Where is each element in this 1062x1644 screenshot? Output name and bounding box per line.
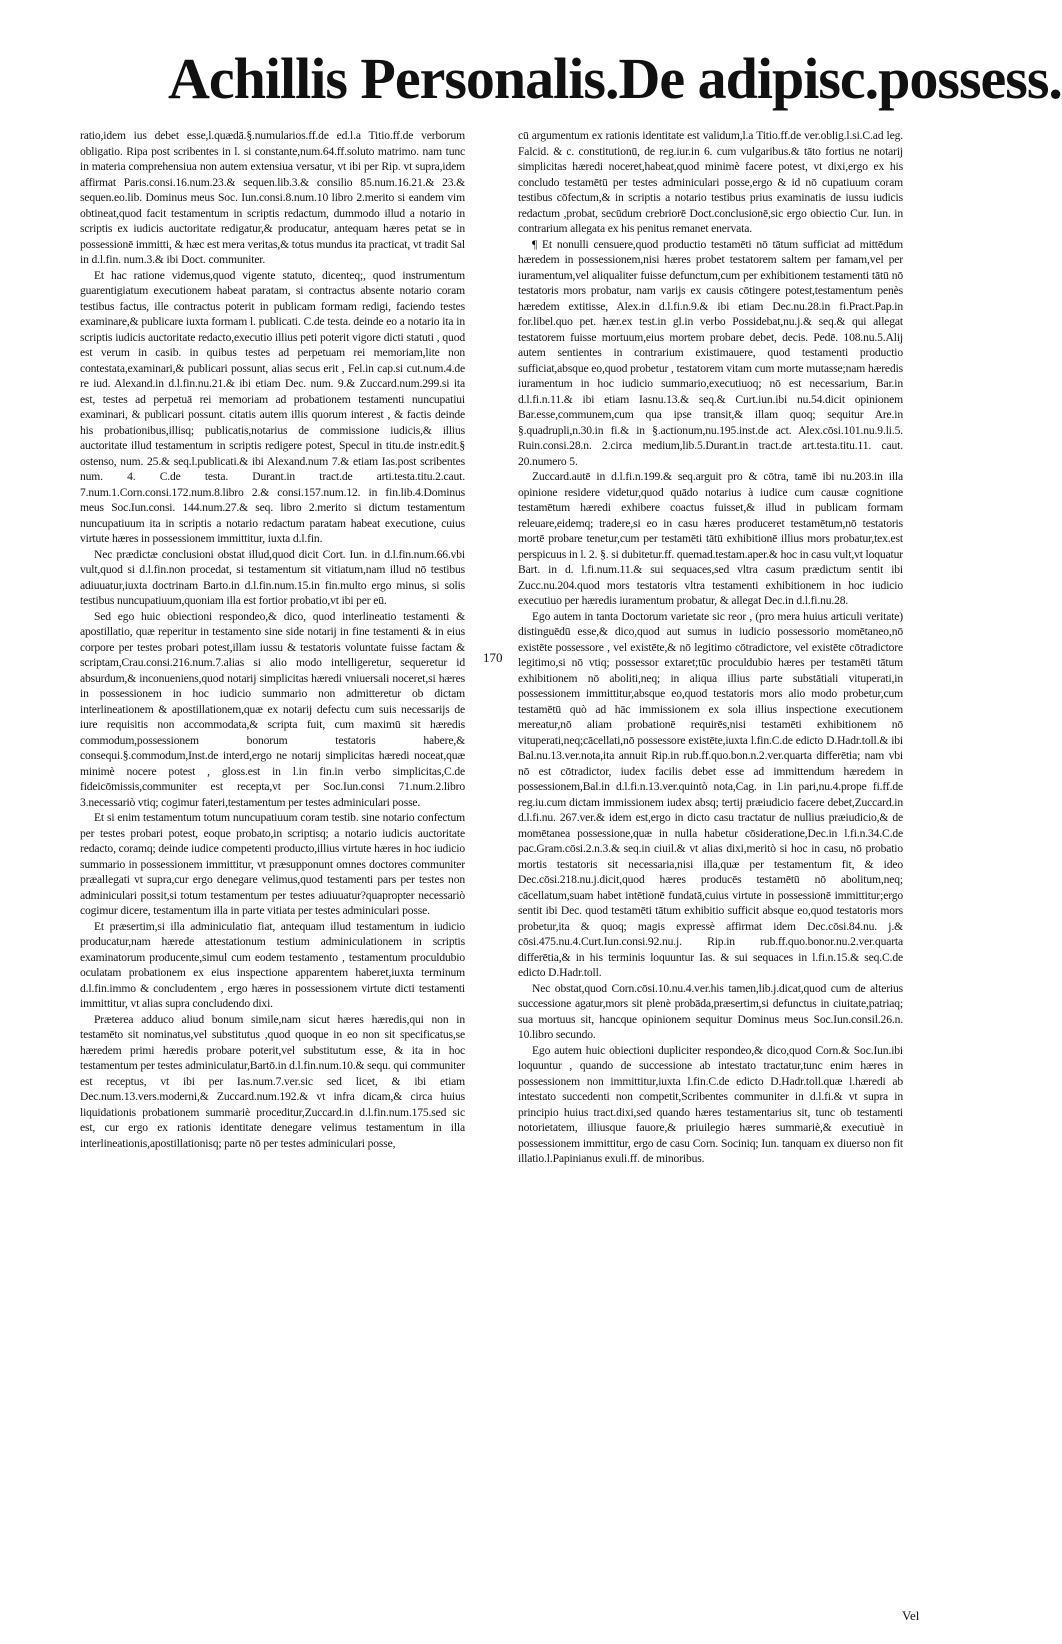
marginal-section-number: 170 <box>483 650 503 665</box>
right-column <box>518 128 903 1608</box>
right-paragraph-6: Ego autem huic obiectioni dupliciter respondeo,& dico,quod Corn.& Soc.Iun.ibi loquuntur , quando de successione ab intestato tractatur,tunc enim hæres in possessionem non immittitur,iuxta l.fin.C.de edicto D.Hadr.toll.quæ l.hæredi ab intestato succedenti non competit,Scribentes communiter in d.l.fi.& vt supra in principio huius tract.dixi,sed quando hæres testamentarius sit, tunc ob testamenti notorietatem, illiusque fauore,& priuilegio hæres summariè,& executiuè in possessionem immittitur, ergo de casu Corn. Sociniq; Iun. tanquam ex diuerso non fit illatio.l.Papinianus exuli.ff. de minoribus. <box>518 1043 903 1165</box>
running-title: Achillis Personalis.De adipisc.possess. <box>168 46 1062 111</box>
left-paragraph-7: Præterea adduco aliud bonum simile,nam sicut hæres hæredis,qui non in testamēto sit nominatus,vel substitutus ,quod quoque in eo non sit specificatus,se hæredem primi hæredis probare poterit,vel substitutum esse, & ita in hoc testamentum per testes adminiculatur,Bartō.in d.l.fin.num.10.& sequ. qui communiter est receptus, vt ibi per Ias.num.7.ver.sic sed licet, & ibi etiam Dec.num.13.vers.moderni,& Zuccard.num.192.& vt infra dicam,& circa huius liquidationis probationem summariè proceditur,Zuccard.in d.l.fin.num.175.sed sic est, cur ergo ex rationis identitate denegare velimus testamentum in illa interlineationis,apostillationisq; parte nō per testes adminiculari posse, <box>80 1012 465 1150</box>
left-paragraph-5: Et si enim testamentum totum nuncupatiuum coram testib. sine notario confectum per testes probari potest, eoque probato,in scriptisq; a notario iudicis auctoritate redacto, coramq; deinde iudice competenti producto,illius virtute hæres in hoc iudicio summario in possessionem immittitur, vt præsupponunt omnes doctores communiter præallegati vt supra,cur ergo denegare velimus,quod testamenti pars per testes non adminiculari possit,si totum testamentum per testes adiuuatur?quapropter necessariò cogimur dicere, testamentum illa in parte vitiata per testes adminiculari posse. <box>80 811 465 917</box>
right-paragraph-2: ¶ Et nonulli censuere,quod productio testamēti nō tātum sufficiat ad mittēdum hæredem in possessionem,nisi hæres probet testatorem saltem per famam,vel per iuramentum,vel aliqualiter fuisse defunctum,cum per exhibitionem testamenti tātū nō testatoris mors probatur, nam varijs ex causis cōtingere potest,testamentum penès hæredem extitisse, Alex.in d.l.fi.n.9.& ibi etiam Dec.nu.28.in fi.Pract.Pap.in for.libel.quo pet. hær.ex test.in gl.in verbo Possidebat,nu.j.& seq.& qui allegat testatorem fuisse mortuum,eius mortem probare debet, decis. Pedē. 108.nu.5.Alij autem sentientes in contrarium existimauere, quod testamenti productio sufficiat,absque eo,quod probetur , testatorem vitam cum morte mutasse;nam hæredis iuramentum in hoc iudicio summario,executiuoq; nō est necessarium, Bar.in d.l.fi.n.11.& ibi etiam Iasnu.13.& seq.& Curt.iun.ibi nu.54.dicit opinionem Bar.esse,communem,cum qua ipse transit,& illam quoq; sequitur Are.in §.quadrupli,n.30.in fi.& in §.actionum,nu.195.inst.de act. Alex.cōsi.101.nu.9.li.5. Ruin.consi.28.n. 2.circa medium,lib.5.Durant.in tract.de art.testa.titu.11. caut. 20.numero 5. <box>518 237 903 468</box>
left-paragraph-3: Nec prædictæ conclusioni obstat illud,quod dicit Cort. Iun. in d.l.fin.num.66.vbi vult,quod si d.l.fin.non procedat, si testamentum sit vitiatum,nam illud nō testibus adiuuatur,iuxta doctrinam Barto.in d.l.fin.num.15.in fin.multo ergo minus, si solis testibus nuncupatiuum,quoniam illa est fortior probatio,vt ibi per eū. <box>80 547 465 607</box>
right-paragraph-4: Ego autem in tanta Doctorum varietate sic reor , (pro mera huius articuli veritate) distinguēdū esse,& dico,quod aut sumus in iudicio possessorio momētaneo,nō existēte possessore , vel existēte,& nō legitimo cōtradictore, vel existēte cōtradictore legitimo,si nō vtiq; possessor extaret;tūc proculdubio hæres per testamēti tātum exhibitionem nō aboliti,neq; in aliqua illius parte substātiali vituperati,in possessionem immittitur,absque eo,quod testatoris mors alio modo probetur,cum testamētū quò ad hāc immissionem ex sola illius inspectione executionem mereatur,nō aliam probationē requirēs,nisi testamēti exhibitionem nō vituperati,neq;cācellati,nō possessore existēte,iuxta l.fin.C.de edicto D.Hadr.toll.& ibi Bal.nu.13.ver.nota,ita annuit Rip.in rub.ff.quo.bon.n.2.ver.quarta differētia; nam vbi nō est cōtradictor, iudex facilis debet esse ad immittendum hæredem in possessionem,Bal.in d.l.fi.n.13.ver.quintò nota,Cag. in l.in pari,nu.4.prope fi.ff.de reg.iu.cum dictam immissionem iudex absq; tertij præiudicio facere debet,Zuccard.in d.l.fi.nu. 267.ver.& idem est,ergo in dicto casu tractatur de nullius præiudicio,& de momētanea possessione,quæ in nulla habetur cōsideratione,Dec.in l.fi.n.34.C.de pac.Gram.cōsi.2.n.3.& seq.in ciuil.& vt alias dixi,meritò si hoc in casu, nō probatio mortis testatoris sit necessaria,nisi illa,quæ per testamentum fit, & ideo Dec.cōsi.218.nu.j.dicit,quod hæres producēs testamētū nō abolitum,neq; cācellatum,suam habet intētionē fundatā,cuius virtute in possessionē immittitur;ergo sentit ibi Dec. quod testamēti tātum exhibitio sufficit absque eo,quod testatoris mors probetur,ita & quoq; magis expressè affirmat idem Dec.cōsi.84.nu. j.& cōsi.475.nu.4.Curt.Iun.consi.92.nu.j. Rip.in rub.ff.quo.bonor.nu.2.ver.quarta differētia,& in his terminis loquuntur Ias. & sui sequaces in l.fi.n.15.& seq.C.de edicto D.Hadr.toll. <box>518 609 903 979</box>
left-column <box>80 128 465 1608</box>
left-paragraph-1: ratio,idem ius debet esse,l.quædā.§.numularios.ff.de ed.l.a Titio.ff.de verborum obligatio. Ripa post scribentes in l. si constante,num.64.ff.soluto matrimo. nam tunc in materia comprehensiua non autem extensiua versatur, vt ibi per Rip. vt supra,idem affirmat Paris.consi.16.num.23.& sequen.lib.3.& consilio 85.num.16.21.& 23.& sequen.eo.lib. Dominus meus Soc. Iun.consi.8.num.10 libro 2.merito si eandem vim obtineat,quod facit testamentum in scriptis redactum, dummodo illud a notario in scriptis ex iudicis auctoritate redigatur,& producatur, antequam hæres petat se in possessionē immitti, & hæc est mera veritas,& totus mundus ita practicat, vt tradit Sal in d.l.fin. num.3.& ibi Doct. communiter. <box>80 129 465 266</box>
left-paragraph-2: Et hac ratione videmus,quod vigente statuto, dicenteq;, quod instrumentum guarentigiatum executionem habeat paratam, si contractus absente notario coram testibus factus, ille contractus poterit in publicam formam redigi, faciendo testes examinare,& publicare iuxta formam l. publicati. C.de testa. deinde eo a notario ita in scriptis iudicis auctoritate redacto,executio illius peti poterit vigore dicti statuti , quod est verum in casib. in quibus testes ad perpetuam rei memoriam,lite non contestata,examinari,& publicari possunt, alias secus erit , Fel.in cap.si cut.num.4.de re iud. Alexand.in d.l.fin.nu.21.& ibi etiam Dec. num. 9.& Zuccard.num.299.si ita est, testes ad perpetuā rei memoriam ad probationem testamenti nuncupatiui examinari, & publicari possunt. citatis autem illis quorum interest , & factis deinde his probationibus,illisq; publicatis,notarius de commissione iudicis,& illius auctoritate illud testamentum in scriptis redigere potest, Specul in titu.de instr.edit.§ ostenso, num. 25.& seq.l.publicati.& ibi Alexand.num 7.& etiam Ias.post scribentes num. 4. C.de testa. Durant.in tract.de arti.testa.titu.2.caut. 7.num.1.Corn.consi.172.num.8.libro 2.& consi.157.num.12. in fin.lib.4.Dominus meus Soc.Iun.consi. 144.num.27.& seq. libro 2.merito si dictum testamentum nuncupatiuum ita in scriptis a notario redactum paratam habeat executione, cuius virtute hæres in possessionem immittitur, iuxta d.l.fin. <box>80 268 465 545</box>
right-paragraph-1: cū argumentum ex rationis identitate est validum,l.a Titio.ff.de ver.oblig.l.si.C.ad leg. Falcid. & c. constitutionū, de reg.iur.in 6. cum vulgaribus.& tāto fortius ne notarij simplicitas hæredi noceret,habeat,quod minimè facere potest, vt dixi,ergo ex his concludo testamētū per testes adminiculari posse,ergo & id nō cupatiuum coram testibus cōfectum,& in scriptis a notario testibus prius examinatis de iussu iudicis redactum ,probat, secūdum crebriorē Doct.conclusionē,sic ergo obiectio Cur. Iun. in contrarium allegata ex his penitus remanet enervata. <box>518 129 903 235</box>
right-paragraph-3: Zuccard.autē in d.l.fi.n.199.& seq.arguit pro & cōtra, tamē ibi nu.203.in illa opinione residere videtur,quod quādo notarius à iudice cum causæ cognitione testamētum hæredi exhibere coactus fuisset,& illud in publicam formam releuare,eidemq; tradere,si eo in casu hæres produceret testamētum,nō testatoris mortē probare tenetur,cum per testamēti tātū exhibitionē illius mors probatur,tex.est perspicuus in l. 2. §. si dubitetur.ff. quemad.testam.aper.& hoc in casu vult,vt loquatur Bart. in d. l.fi.num.11.& sui sequaces,sed vltra casum prædictum sentit ibi Zucc.nu.204.quod mors testatoris vltra testamenti exhibitionem in hoc iudicio executiuo per hæredis iuramentum probatur, & allegat Dec.in d.l.fi.nu.28. <box>518 470 903 607</box>
catchword: Vel <box>902 1608 920 1623</box>
right-paragraph-5: Nec obstat,quod Corn.cōsi.10.nu.4.ver.his tamen,lib.j.dicat,quod cum de alterius successione agatur,mors sit plenè probāda,præsertim,si defunctus in ciuitate,patriaq; sua mortuus sit, hancque opinionem sequitur Dominus meus Soc.Iun.consil.26.n. 10.libro secundo. <box>518 981 903 1041</box>
left-paragraph-4: Sed ego huic obiectioni respondeo,& dico, quod interlineatio testamenti & apostillatio, quæ reperitur in testamento sine side notarij in fine testamenti & in eius corpore per testes probari potest,illam iussu & testatoris voluntate fuisse factam & scriptam,Crau.consi.216.num.7.alias si alio modo intelligeretur, sequeretur id absurdum,& inconueniens,quod notarij simplicitas hæredi vniuersali noceret,si hæres in possessionem in hoc iudicio summario non admitteretur ob dictam interlineationem & apostillationem,quæ ex notarij defectu cum suis necessarijs de iure requisitis non accommodata,& scripta fuit, cum maximū sit hæredis commodum,possessionem bonorum testatoris habere,& consequi.§.commodum,Inst.de interd,ergo ne notarij simplicitas hæredi noceat,quæ minimè nocere potest , gloss.est in l.in fin.in verbo simplicitas,C.de fideicōmissis,communiter est recepta,vt per Soc.Iun.consi 71.num.2.libro 3.necessariò vtiq; cogimur fateri,testamentum per testes adminiculari posse. <box>80 609 465 809</box>
left-paragraph-6: Et præsertim,si illa adminiculatio fiat, antequam illud testamentum in iudicio producatur,nam hærede attestationum testium adminiculationem in scriptis examinatorum producente,simul cum eodem testamento , testamentum proculdubio oculatam probationem ex eius inspectione apparentem haberet,iuxta terminum d.l.fin.immo & concludentem , ergo hæres in possessionem virtute dicti testamenti immittitur, vt alias supra concludendo dixi. <box>80 919 465 1010</box>
